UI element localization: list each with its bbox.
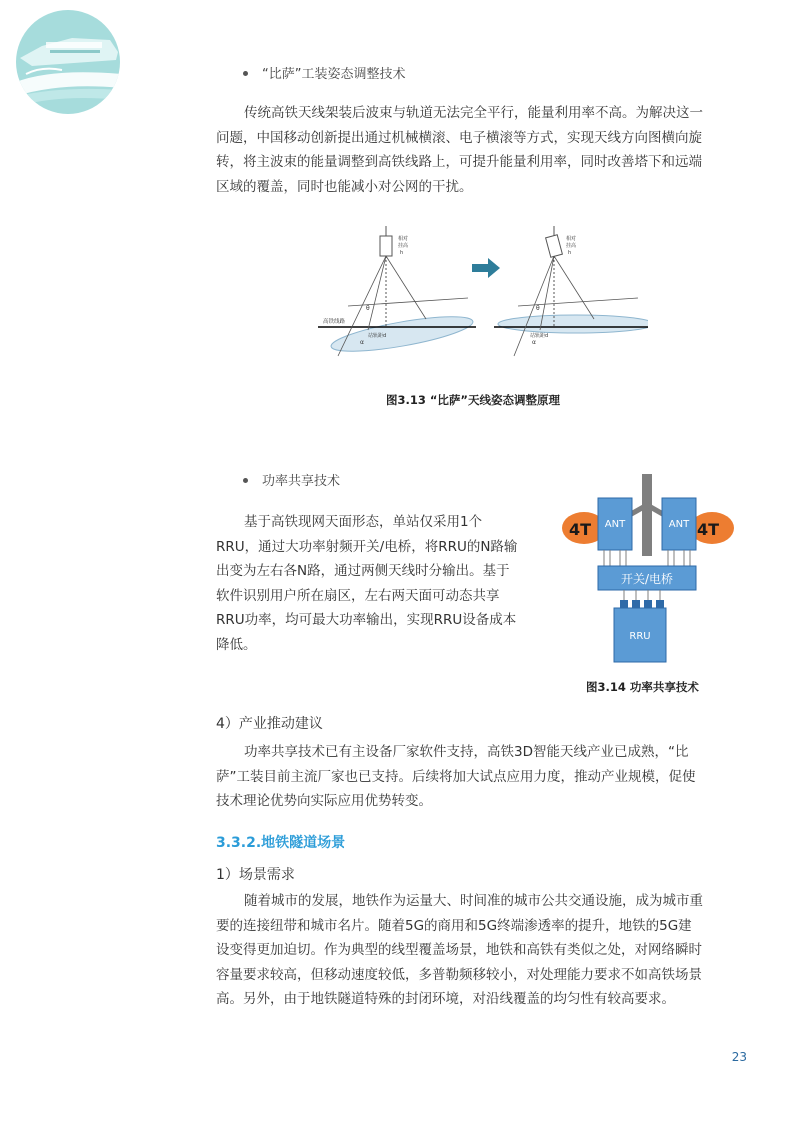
figure-3-14 — [560, 474, 750, 666]
power-line-4: 软件识别用户所在扇区，左右两天面可动态共享 — [216, 587, 500, 604]
subway-line-4: 容量要求较高，但移动速度较低，多普勒频移较小，对处理能力要求不如高铁场景 — [216, 966, 702, 983]
power-sharing-diagram — [560, 474, 750, 666]
right-h-label-1: 相对 — [566, 236, 577, 242]
right-distance-label: 站轨距d — [530, 333, 549, 339]
pisa-line-2: 问题，中国移动创新提出通过机械横滚、电子横滚等方式，实现天线方向图横向旋 — [216, 129, 702, 146]
pisa-line-3: 转，将主波束的能量调整到高铁线路上，可提升能量利用率，同时改善塔下和远端 — [216, 154, 702, 170]
power-line-5: RRU功率，均可最大功率输出，实现RRU设备成本 — [216, 612, 517, 628]
right-beam-label: 4T — [696, 520, 720, 539]
pisa-line-4: 区域的覆盖，同时也能减小对公网的干扰。 — [216, 178, 473, 195]
left-distance-label: 站轨距d — [368, 333, 387, 339]
subway-line-2: 要的连接纽带和城市名片。随着5G的商用和5G终端渗透率的提升，地铁的5G建 — [216, 917, 692, 934]
figure-3-13 — [318, 206, 648, 376]
figure-3-13-caption: 图3.13 “比萨”天线姿态调整原理 — [386, 393, 560, 407]
pisa-line-1: 传统高铁天线架装后波束与轨道无法完全平行，能量利用率不高。为解决这一 — [244, 105, 703, 121]
left-alpha: α — [360, 339, 364, 346]
right-h-label-3: h — [568, 250, 572, 256]
power-line-1: 基于高铁现网天面形态，单站仅采用1个 — [244, 514, 483, 530]
left-theta: θ — [366, 305, 370, 312]
industry-line-1: 功率共享技术已有主设备厂家软件支持，高铁3D智能天线产业已成熟，“比 — [244, 744, 689, 760]
right-ant-label: ANT — [668, 519, 690, 530]
left-h-label-2: 挂高 — [398, 243, 409, 249]
pisa-paragraph — [216, 101, 744, 199]
subway-paragraph — [216, 889, 744, 1012]
right-alpha: α — [532, 339, 536, 346]
power-title: 功率共享技术 — [262, 474, 341, 489]
right-beam-footprint — [498, 315, 648, 333]
subway-line-5: 高。另外，由于地铁隧道特殊的封闭环境，对沿线覆盖的均匀性有较高要求。 — [216, 991, 675, 1007]
power-line-3: 出变为左右各N路，通过两侧天线时分输出。基于 — [216, 563, 510, 579]
bullet-pisa — [243, 63, 405, 82]
pisa-diagram — [318, 206, 648, 376]
left-h-label-1: 相对 — [398, 236, 409, 242]
power-paragraph — [216, 510, 540, 657]
switch-bridge-label: 开关/电桥 — [620, 572, 674, 586]
right-h-label-2: 挂高 — [566, 243, 577, 249]
left-antenna-box — [380, 236, 392, 256]
subway-section-heading: 3.3.2.地铁隧道场景 — [216, 835, 346, 851]
bullet-dot-icon — [243, 478, 248, 483]
transition-arrow-icon — [472, 258, 500, 278]
bullet-dot-icon — [243, 71, 248, 76]
left-beam-footprint — [329, 310, 475, 359]
industry-line-2: 萨”工装目前主流厂家也已支持。后续将加大试点应用力度，推动产业规模，促使 — [216, 768, 696, 785]
right-theta: θ — [536, 305, 540, 312]
rru-label: RRU — [629, 631, 651, 642]
left-ant-label: ANT — [604, 519, 626, 530]
industry-paragraph — [216, 740, 744, 814]
power-line-2: RRU，通过大功率射频开关/电桥，将RRU的N路输 — [216, 538, 518, 555]
bullet-power — [243, 470, 340, 489]
right-antenna-box — [546, 235, 563, 257]
logo — [12, 8, 124, 116]
subway-line-3: 设变得更加迫切。作为典型的线型覆盖场景，地铁和高铁有类似之处，对网络瞬时 — [216, 942, 702, 958]
left-h-label-3: h — [400, 250, 404, 256]
pisa-title: “比萨”工装姿态调整技术 — [262, 67, 406, 82]
subway-sub-heading: 1）场景需求 — [216, 867, 295, 883]
left-rail-label: 高铁线路 — [323, 319, 346, 325]
industry-line-3: 技术理论优势向实际应用优势转变。 — [216, 793, 432, 809]
page-number: 23 — [731, 1050, 747, 1064]
industry-heading: 4）产业推动建议 — [216, 716, 323, 732]
mast — [642, 474, 652, 556]
logo-graphic — [12, 8, 124, 116]
left-beam-label: 4T — [568, 520, 592, 539]
figure-3-14-caption: 图3.14 功率共享技术 — [586, 680, 699, 694]
power-line-6: 降低。 — [216, 636, 257, 653]
subway-line-1: 随着城市的发展，地铁作为运量大、时间准的城市公共交通设施，成为城市重 — [244, 893, 703, 909]
